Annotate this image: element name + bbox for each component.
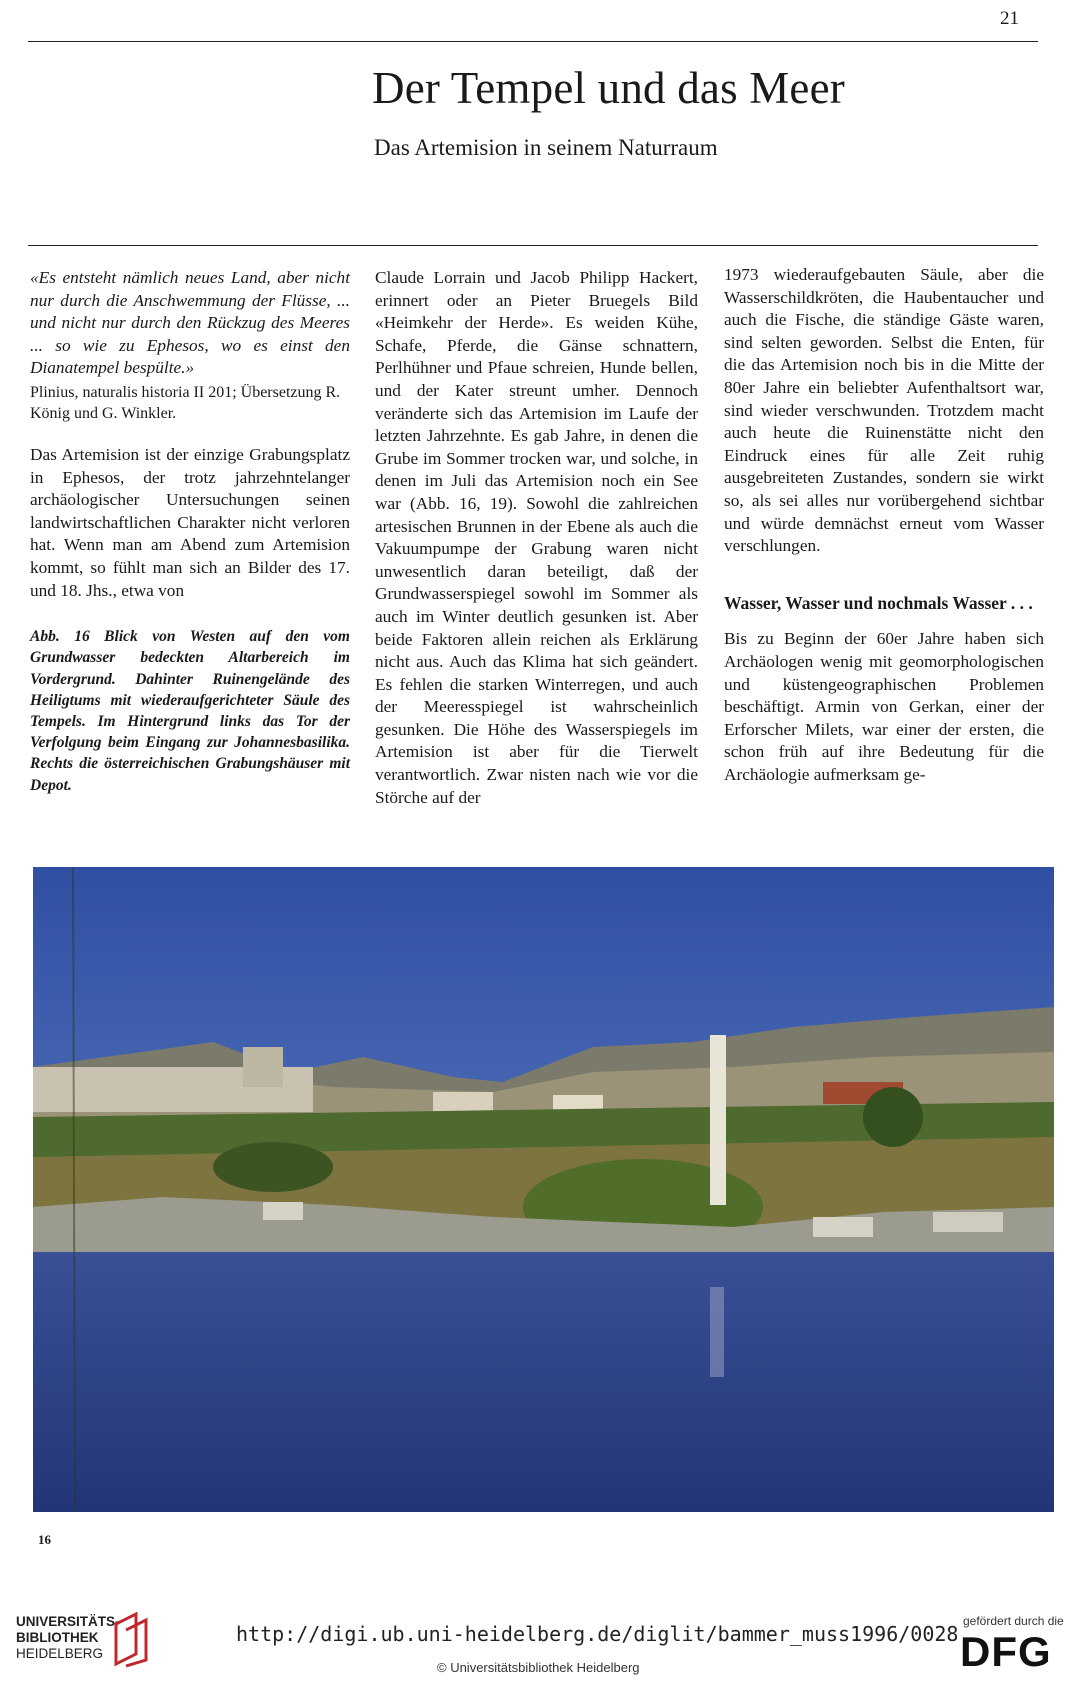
body-paragraph: Das Artemision ist der einzige Grabungsplatz in Ephesos, der trotz jahrzehntelanger archäologischer Untersuchungen seinen landwirtschaftlichen Charakter nicht verloren hat. Wenn man am Abend zum Artemision kommt, so fühlt man sich an Bilder des 17. und 18. Jhs., etwa von [30,444,350,600]
text-column-1 [30,267,350,796]
body-paragraph: Bis zu Beginn der 60er Jahre haben sich Archäologen wenig mit geomorphologischen und küstengeographischen Problemen beschäftigt. Armin von Gerkan, einer der Erforscher Milets, war einer der ersten, die schon früh auf ihre Bedeutung für die Archäologie aufmerksam ge- [724,629,1044,784]
page-title: Der Tempel und das Meer [372,63,845,113]
library-name-line: BIBLIOTHEK [16,1630,99,1645]
epigraph-quote: «Es entsteht nämlich neues Land, aber nicht nur durch die Anschwemmung der Flüsse, ... und nicht nur durch den Rückzug des Meeres ... so wie zu Ephesos, wo es einst den Dianatempel bespülte.» [30,268,350,378]
body-paragraph: 1973 wiederaufgebauten Säule, aber die Wasserschildkröten, die Haubentaucher und auch die Fische, die ständige Gäste waren, sind selten geworden. Selbst die Enten, für die das Artemision noch bis in die Mitte der 80er Jahre ein beliebter Aufenthaltsort war, sind wieder verschwunden. Trotzdem macht auch heute die Ruinenstätte nicht den Eindruck eines für alle Zeit ruhig ausgebreiteten Zustandes, sondern sie wirkt so, als sei alles nur vorübergehend sichtbar und würde demnächst erneut vom Wasser verschlungen. [724,265,1044,556]
artemision-photo [33,867,1054,1512]
permalink-link[interactable]: http://digi.ub.uni-heidelberg.de/diglit/bammer_muss1996/0028 [236,1622,959,1646]
text-column-3 [724,264,1044,786]
library-logo-icon [112,1612,150,1668]
page-number: 21 [1000,8,1019,29]
figure-number: 16 [38,1532,51,1547]
section-heading: Wasser, Wasser und nochmals Wasser . . . [724,592,1033,613]
photo-illustration [33,867,1054,1512]
library-logo-text [16,1614,120,1662]
page-subtitle: Das Artemision in seinem Naturraum [374,135,718,160]
figure-caption: Abb. 16 Blick von Westen auf den vom Grundwasser bedeckten Altarbereich im Vordergrund. Dahinter Ruinengelände des Heiligtums mit wiederaufgerichteter Säule des Tempels. Im Hintergrund links das Tor der Verfolgung beim Eingang zur Johannesbasilika. Rechts die österreichischen Grabungshäuser mit Depot. [30,628,350,794]
funder-note: gefördert durch die [963,1614,1064,1628]
copyright-text: © Universitätsbibliothek Heidelberg [437,1660,640,1675]
epigraph-source: Plinius, naturalis historia II 201; Übersetzung R. König und G. Winkler. [30,383,341,422]
dfg-logo: DFG [960,1628,1052,1675]
top-rule [28,41,1038,42]
header-rule [28,245,1038,246]
body-paragraph: Claude Lorrain und Jacob Philipp Hackert, erinnert oder an Pieter Bruegels Bild «Heimkehr der Herde». Es weiden Kühe, Schafe, Pferde, die Gänse schnattern, Perlhühner und Pfaue schreien, Hunde bellen, und der Kater streunt umher. Dennoch veränderte sich das Artemision im Laufe der letzten Jahrzehnte. Es gab Jahre, in denen die Grube im Sommer trocken war, und solche, in denen im Juli das Artemision noch ein See war (Abb. 16, 19). Sowohl die zahlreichen artesischen Brunnen in der Ebene als auch die Vakuumpumpe der Grabung waren nicht unwesentlich daran beteiligt, daß der Grundwasserspiegel sowohl im Sommer als auch im Winter deutlich gesunken ist. Aber beide Faktoren allein reichen als Erklärung nicht aus. Auch das Klima hat sich geändert. Es fehlen die starken Winterregen, und auch der Meeresspiegel ist wahrscheinlich gesunken. Die Höhe des Wasserspiegels im Artemision ist aber für die Tierwelt verantwortlich. Zwar nisten nach wie vor die Störche auf der [375,268,698,807]
text-column-2 [375,267,698,809]
library-name-line: HEIDELBERG [16,1646,104,1661]
library-name-line: UNIVERSITÄTS- [16,1614,120,1629]
